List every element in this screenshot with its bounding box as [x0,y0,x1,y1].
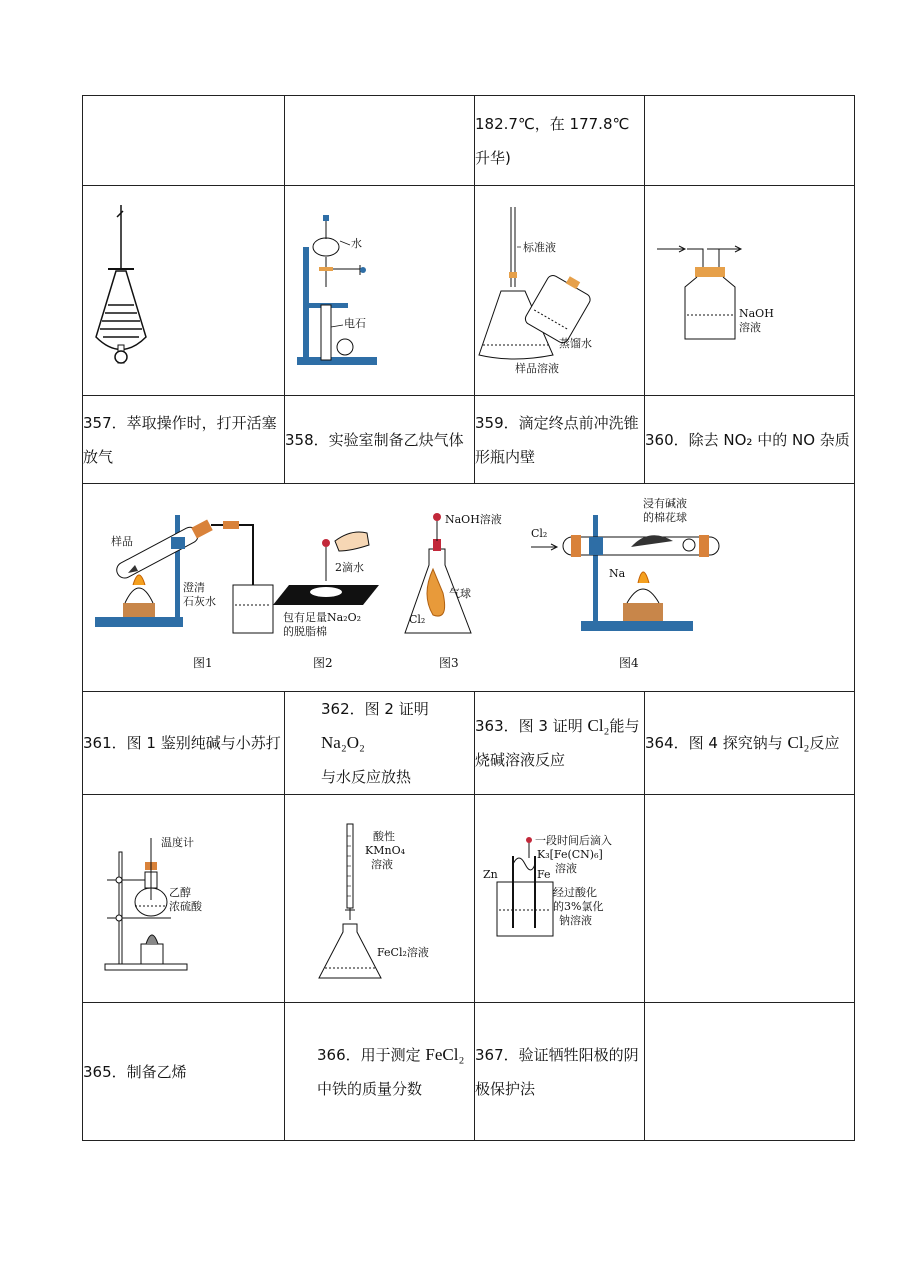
item-363 [475,692,645,795]
sample-solution-label: 样品溶液 [515,361,559,375]
item-number: 362． [321,700,365,718]
alkali-cotton-label: 浸有碱液 [643,496,687,510]
figure-3 [405,512,502,670]
chlorine-inlet-label: Cl₂ [531,526,548,540]
limewater-label: 澄清 [183,580,205,594]
figure-4 [531,496,719,670]
table-row [83,1003,855,1141]
figures-1-4 [83,484,855,692]
item-text: 图 4 探究钠与 [688,734,788,752]
redox-titration-figure [285,795,475,1003]
item-text: 制备乙烯 [126,1062,187,1081]
item-number: 359． [475,413,519,432]
item-361 [83,692,285,795]
galvanic-protection-figure [475,795,645,1003]
item-number: 366． [317,1045,361,1064]
item-text-2: 与水反应放热 [321,768,412,786]
item-text: 实验室制备乙炔气体 [328,430,464,449]
item-358 [285,396,475,484]
item-text: 验证牺牲阳极的阴极保护法 [475,1045,639,1098]
item-364 [645,692,855,795]
item-text: 图 2 证明 [364,700,429,718]
item-number: 363． [475,717,519,735]
empty-cell [645,795,855,1003]
item-text: 萃取操作时，打开活塞放气 [83,413,277,466]
standard-solution-label: 标准液 [523,240,556,254]
item-number: 365． [83,1062,127,1081]
item-text-2: 反应 [809,734,840,752]
table-row [83,795,855,1003]
figure-1-caption: 图1 [193,655,213,670]
thermometer-label: 温度计 [161,835,194,849]
nacl-label-3: 钠溶液 [559,913,592,927]
table-row [83,186,855,396]
item-366 [285,1003,475,1141]
figure-2 [273,532,379,670]
titration-wash-figure [475,186,645,396]
item-text: 图 1 鉴别纯碱与小苏打 [126,734,281,752]
item-number: 360． [645,430,689,449]
chemical-formula: Cl₂ [787,733,810,752]
gas-washing-bottle-figure [645,186,855,396]
item-text: 用于测定 [360,1045,426,1064]
add-after-time-label: 一段时间后滴入 [535,833,612,847]
table-row [83,484,855,692]
item-number: 367． [475,1045,519,1064]
potassium-ferricyanide-label: K₃[Fe(CN)₆] [537,847,603,861]
acidic-label: 酸性 [373,829,395,843]
item-number: 364． [645,734,689,752]
item-357 [83,396,285,484]
separatory-funnel-figure [83,186,285,396]
item-367 [475,1003,645,1141]
item-number: 358． [285,430,329,449]
item-360 [645,396,855,484]
item-number: 361． [83,734,127,752]
item-text-2: 能与烧碱溶液反应 [475,717,640,769]
empty-cell [645,1003,855,1141]
item-365 [83,1003,285,1141]
sodium-label: Na [609,566,626,580]
distilled-water-label: 蒸馏水 [559,336,592,350]
iron-label: Fe [537,867,551,881]
ethylene-apparatus-figure [83,795,285,1003]
kmno4-label: KMnO₄ [365,843,405,857]
limewater-label-2: 石灰水 [183,594,216,608]
water-label: 水 [351,236,362,250]
table-row [83,96,855,186]
balloon-label: 气球 [449,586,471,600]
empty-cell [83,96,285,186]
chlorine-label: Cl₂ [409,612,426,626]
item-text: 图 3 证明 [518,717,588,735]
figure-4-caption: 图4 [619,655,639,670]
nacl-label: 经过酸化 [553,885,597,899]
zinc-label: Zn [483,867,498,881]
solution-label: 溶液 [739,320,761,334]
calcium-carbide-label: 电石 [344,316,366,330]
chemical-formula: Cl₂ [587,716,610,735]
sulfuric-acid-label: 浓硫酸 [169,899,202,913]
nacl-label-2: 的3%氯化 [553,899,604,913]
naoh-solution-label: NaOH溶液 [445,512,502,526]
solution-label: 溶液 [371,857,393,871]
naoh-label: NaOH [739,306,774,320]
chemical-formula: Na₂O₂ [321,733,365,752]
cotton-label-2: 的脱脂棉 [283,624,327,638]
item-362 [285,692,475,795]
acetylene-apparatus-figure [285,186,475,396]
figure-1 [95,515,273,670]
table-row [83,692,855,795]
empty-cell [645,96,855,186]
drops-label: 2滴水 [335,560,364,574]
solution-label: 溶液 [555,861,577,875]
table-row [83,396,855,484]
alkali-cotton-label-2: 的棉花球 [643,510,687,524]
item-number: 357． [83,413,127,432]
item-359 [475,396,645,484]
melting-point-note: 182.7℃，在 177.8℃升华) [475,96,645,186]
fecl2-solution-label: FeCl₂溶液 [377,945,429,959]
experiment-table [82,95,855,1141]
ethanol-label: 乙醇 [169,885,191,899]
empty-cell [285,96,475,186]
item-text: 滴定终点前冲洗锥形瓶内壁 [475,413,639,466]
item-text-2: 中铁的质量分数 [317,1079,423,1098]
figure-2-caption: 图2 [313,655,333,670]
cotton-label: 包有足量Na₂O₂ [283,610,362,624]
sample-label: 样品 [111,534,133,548]
chemical-formula: FeCl₂ [425,1044,465,1064]
item-text: 除去 NO₂ 中的 NO 杂质 [688,430,850,449]
figure-3-caption: 图3 [439,655,459,670]
